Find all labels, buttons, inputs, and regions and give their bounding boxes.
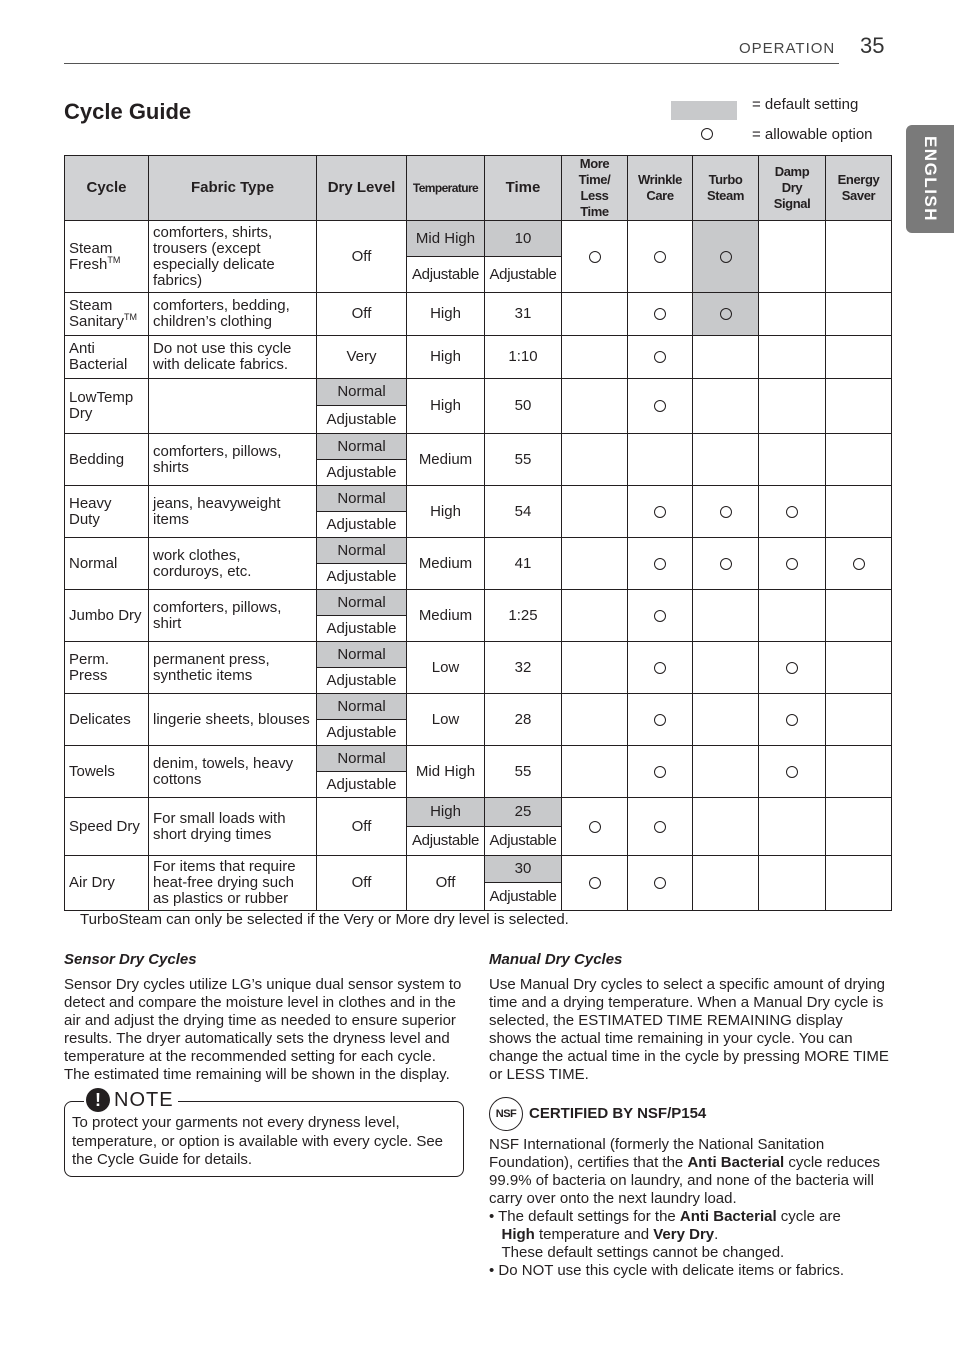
exclamation-icon: ! [86, 1088, 110, 1112]
temperature-cell: Off [407, 856, 485, 911]
dry-level-cell: Very [317, 336, 407, 379]
more-time-cell [562, 538, 628, 590]
allowable-option-icon [654, 351, 666, 363]
temperature-cell: Medium [407, 590, 485, 642]
turbo-steam-cell [693, 379, 759, 434]
energy-saver-cell [826, 379, 892, 434]
time-cell: 1:10 [485, 336, 562, 379]
col-header-energy-saver: Energy Saver [826, 156, 892, 221]
wrinkle-care-cell [628, 379, 693, 434]
dry-level-alt-cell: Adjustable [317, 668, 407, 694]
wrinkle-care-cell [628, 590, 693, 642]
allowable-option-icon [654, 766, 666, 778]
cycle-guide-table [64, 155, 892, 911]
time-default-cell: 10 [485, 221, 562, 257]
sensor-dry-heading: Sensor Dry Cycles [64, 951, 197, 968]
nsf-section [489, 1136, 889, 1280]
allowable-option-icon [654, 400, 666, 412]
temperature-cell: Medium [407, 434, 485, 486]
allowable-option-icon [654, 308, 666, 320]
table-row [65, 538, 892, 564]
allowable-option-icon [654, 506, 666, 518]
table-row [65, 434, 892, 460]
temperature-cell: Low [407, 642, 485, 694]
fabric-cell: comforters, pillows, shirt [149, 590, 317, 642]
turbo-steam-cell [693, 538, 759, 590]
turbo-steam-cell [693, 746, 759, 798]
page-title: Cycle Guide [64, 99, 192, 124]
language-tab [906, 125, 954, 233]
damp-dry-cell [759, 434, 826, 486]
allowable-option-icon [720, 308, 732, 320]
sensor-dry-body: Sensor Dry cycles utilize LG’s unique dual sensor system to detect and compare the moisture level in clothes and in the air and adjust the drying time as needed to ensure superior results. The dryer automatically sets the dryness level and temperature at the recommended setting for each cycle. The estimated time remaining will be shown in the display. [64, 976, 462, 1083]
temperature-alt-cell: Adjustable [407, 827, 485, 856]
turbo-steam-cell [693, 293, 759, 336]
energy-saver-cell [826, 694, 892, 746]
dry-level-alt-cell: Adjustable [317, 512, 407, 538]
energy-saver-cell [826, 798, 892, 856]
section-name: OPERATION [739, 40, 836, 57]
wrinkle-care-cell [628, 486, 693, 538]
table-row [65, 856, 892, 883]
page-number: 35 [860, 33, 885, 58]
temperature-cell: High [407, 293, 485, 336]
wrinkle-care-cell [628, 856, 693, 911]
damp-dry-cell [759, 538, 826, 590]
allowable-option-icon [853, 558, 865, 570]
more-time-cell [562, 746, 628, 798]
turbo-steam-cell [693, 694, 759, 746]
time-alt-cell: Adjustable [485, 883, 562, 911]
wrinkle-care-cell [628, 434, 693, 486]
temperature-cell: Medium [407, 538, 485, 590]
col-header-wrinkle-care: Wrinkle Care [628, 156, 693, 221]
time-cell: 50 [485, 379, 562, 434]
fabric-cell: work clothes, corduroys, etc. [149, 538, 317, 590]
fabric-cell: comforters, pillows, shirts [149, 434, 317, 486]
more-time-cell [562, 221, 628, 293]
time-alt-cell: Adjustable [485, 257, 562, 293]
sensor-dry-section [64, 951, 464, 1084]
table-row [65, 590, 892, 616]
time-default-cell: 25 [485, 798, 562, 827]
wrinkle-care-cell [628, 293, 693, 336]
damp-dry-cell [759, 293, 826, 336]
fabric-cell: comforters, bedding, children’s clothing [149, 293, 317, 336]
dry-level-cell: Off [317, 221, 407, 293]
note-label [84, 1088, 178, 1112]
legend-allowable-label: = allowable option [752, 126, 873, 143]
cycle-cell: Jumbo Dry [65, 590, 149, 642]
turbo-steam-cell [693, 336, 759, 379]
table-row [65, 798, 892, 827]
turbo-steam-cell [693, 856, 759, 911]
more-time-cell [562, 798, 628, 856]
cycle-cell: LowTemp Dry [65, 379, 149, 434]
table-row [65, 336, 892, 379]
col-header-time: Time [485, 156, 562, 221]
energy-saver-cell [826, 590, 892, 642]
energy-saver-cell [826, 486, 892, 538]
cycle-cell: Steam Fresh™ [65, 221, 149, 293]
fabric-cell: denim, towels, heavy cottons [149, 746, 317, 798]
manual-dry-body: Use Manual Dry cycles to select a specific amount of drying time and a drying temperature. When a Manual Dry cycle is selected, the ESTIMATED TIME REMAINING display shows the actual time remaining in your cycle. You can change the actual time in the cycle by pressing MORE TIME or LESS TIME. [489, 976, 889, 1083]
cycle-cell: Steam Sanitary™ [65, 293, 149, 336]
allowable-option-icon [786, 714, 798, 726]
dry-level-default-cell: Normal [317, 590, 407, 616]
more-time-cell [562, 694, 628, 746]
time-alt-cell: Adjustable [485, 827, 562, 856]
more-time-cell [562, 486, 628, 538]
dry-level-default-cell: Normal [317, 379, 407, 406]
manual-dry-heading: Manual Dry Cycles [489, 951, 623, 968]
dry-level-default-cell: Normal [317, 642, 407, 668]
note-title: NOTE [114, 1088, 174, 1111]
allowable-option-icon [786, 662, 798, 674]
more-time-cell [562, 590, 628, 642]
energy-saver-cell [826, 538, 892, 590]
fabric-cell: permanent press, synthetic items [149, 642, 317, 694]
damp-dry-cell [759, 221, 826, 293]
dry-level-alt-cell: Adjustable [317, 616, 407, 642]
allowable-option-icon [654, 610, 666, 622]
turbosteam-footnote: TurboSteam can only be selected if the Very or More dry level is selected. [80, 911, 569, 928]
fabric-cell: lingerie sheets, blouses [149, 694, 317, 746]
temperature-cell: High [407, 336, 485, 379]
more-time-cell [562, 379, 628, 434]
allowable-option-icon [654, 662, 666, 674]
table-header-row [65, 156, 892, 221]
fabric-cell [149, 379, 317, 434]
note-text: To protect your garments not every dryness level, temperature, or option is available with every cycle. See the Cycle Guide for details. [72, 1114, 444, 1168]
damp-dry-cell [759, 336, 826, 379]
allowable-option-icon [654, 877, 666, 889]
allowable-option-icon [720, 506, 732, 518]
dry-level-default-cell: Normal [317, 694, 407, 720]
dry-level-default-cell: Normal [317, 746, 407, 772]
time-cell: 41 [485, 538, 562, 590]
nsf-bullet-warning: • Do NOT use this cycle with delicate items or fabrics. [489, 1262, 845, 1279]
fabric-cell: comforters, shirts, trousers (except especially delicate fabrics) [149, 221, 317, 293]
damp-dry-cell [759, 746, 826, 798]
table-row [65, 379, 892, 406]
damp-dry-cell [759, 590, 826, 642]
energy-saver-cell [826, 746, 892, 798]
temperature-alt-cell: Adjustable [407, 257, 485, 293]
dry-level-default-cell: Normal [317, 434, 407, 460]
time-cell: 54 [485, 486, 562, 538]
more-time-cell [562, 293, 628, 336]
table-row [65, 486, 892, 512]
damp-dry-cell [759, 379, 826, 434]
table-row [65, 293, 892, 336]
table-row [65, 746, 892, 772]
damp-dry-cell [759, 486, 826, 538]
nsf-logo-icon: NSF [489, 1097, 523, 1131]
allowable-option-icon [654, 714, 666, 726]
time-cell: 1:25 [485, 590, 562, 642]
header-rule [64, 63, 839, 64]
col-header-turbo-steam: Turbo Steam [693, 156, 759, 221]
table-row [65, 221, 892, 257]
dry-level-alt-cell: Adjustable [317, 460, 407, 486]
time-cell: 32 [485, 642, 562, 694]
energy-saver-cell [826, 221, 892, 293]
col-header-damp-dry: Damp Dry Signal [759, 156, 826, 221]
damp-dry-cell [759, 856, 826, 911]
cycle-cell: Perm. Press [65, 642, 149, 694]
fabric-cell: Do not use this cycle with delicate fabrics. [149, 336, 317, 379]
wrinkle-care-cell [628, 798, 693, 856]
turbo-steam-cell [693, 486, 759, 538]
temperature-default-cell: Mid High [407, 221, 485, 257]
more-time-cell [562, 642, 628, 694]
energy-saver-cell [826, 642, 892, 694]
fabric-cell: For items that require heat-free drying such as plastics or rubber [149, 856, 317, 911]
allowable-option-icon [654, 558, 666, 570]
table-row [65, 642, 892, 668]
time-cell: 55 [485, 746, 562, 798]
dry-level-default-cell: Normal [317, 538, 407, 564]
nsf-paragraph: NSF International (formerly the National Sanitation Foundation), certifies that the Anti Bacterial cycle reduces 99.9% of bacteria on laundry, and none of the bacteria will carry over onto the next laundry load. [489, 1136, 881, 1207]
col-header-fabric: Fabric Type [149, 156, 317, 221]
temperature-default-cell: High [407, 798, 485, 827]
col-header-dry-level: Dry Level [317, 156, 407, 221]
damp-dry-cell [759, 798, 826, 856]
table-row [65, 694, 892, 720]
damp-dry-cell [759, 694, 826, 746]
temperature-cell: High [407, 379, 485, 434]
turbo-steam-cell [693, 798, 759, 856]
temperature-cell: Low [407, 694, 485, 746]
wrinkle-care-cell [628, 538, 693, 590]
dry-level-alt-cell: Adjustable [317, 772, 407, 798]
dry-level-cell: Off [317, 856, 407, 911]
nsf-certified-title: CERTIFIED BY NSF/P154 [529, 1105, 707, 1122]
allowable-option-icon [786, 766, 798, 778]
wrinkle-care-cell [628, 221, 693, 293]
fabric-cell: jeans, heavyweight items [149, 486, 317, 538]
damp-dry-cell [759, 642, 826, 694]
time-cell: 55 [485, 434, 562, 486]
fabric-cell: For small loads with short drying times [149, 798, 317, 856]
dry-level-alt-cell: Adjustable [317, 406, 407, 434]
more-time-cell [562, 856, 628, 911]
default-setting-swatch [671, 101, 737, 120]
nsf-bullet-defaults: • The default settings for the Anti Bacterial cycle are High temperature and Very Dry. These default settings cannot be changed. [489, 1208, 841, 1261]
allowable-option-icon [589, 821, 601, 833]
turbo-steam-cell [693, 642, 759, 694]
language-tab-label: ENGLISH [921, 135, 940, 223]
more-time-cell [562, 336, 628, 379]
energy-saver-cell [826, 293, 892, 336]
energy-saver-cell [826, 856, 892, 911]
more-time-cell [562, 434, 628, 486]
temperature-cell: Mid High [407, 746, 485, 798]
dry-level-alt-cell: Adjustable [317, 564, 407, 590]
wrinkle-care-cell [628, 336, 693, 379]
cycle-cell: Bedding [65, 434, 149, 486]
legend-default-label: = default setting [752, 96, 859, 113]
col-header-more-time: More Time/ Less Time [562, 156, 628, 221]
allowable-option-icon [654, 251, 666, 263]
cycle-cell: Air Dry [65, 856, 149, 911]
allowable-option-icon [786, 506, 798, 518]
dry-level-default-cell: Normal [317, 486, 407, 512]
allowable-option-icon [720, 558, 732, 570]
cycle-cell: Delicates [65, 694, 149, 746]
allowable-option-circle-icon [701, 128, 713, 140]
cycle-cell: Speed Dry [65, 798, 149, 856]
turbo-steam-cell [693, 590, 759, 642]
time-cell: 28 [485, 694, 562, 746]
dry-level-cell: Off [317, 293, 407, 336]
dry-level-cell: Off [317, 798, 407, 856]
allowable-option-icon [589, 877, 601, 889]
col-header-cycle: Cycle [65, 156, 149, 221]
energy-saver-cell [826, 336, 892, 379]
turbo-steam-cell [693, 434, 759, 486]
cycle-cell: Normal [65, 538, 149, 590]
cycle-cell: Heavy Duty [65, 486, 149, 538]
cycle-cell: Anti Bacterial [65, 336, 149, 379]
allowable-option-icon [654, 821, 666, 833]
allowable-option-icon [589, 251, 601, 263]
time-cell: 31 [485, 293, 562, 336]
wrinkle-care-cell [628, 694, 693, 746]
col-header-temperature: Temperature [407, 156, 485, 221]
wrinkle-care-cell [628, 746, 693, 798]
manual-dry-section [489, 951, 889, 1084]
allowable-option-icon [720, 251, 732, 263]
wrinkle-care-cell [628, 642, 693, 694]
cycle-cell: Towels [65, 746, 149, 798]
time-default-cell: 30 [485, 856, 562, 883]
dry-level-alt-cell: Adjustable [317, 720, 407, 746]
allowable-option-icon [786, 558, 798, 570]
turbo-steam-cell [693, 221, 759, 293]
temperature-cell: High [407, 486, 485, 538]
energy-saver-cell [826, 434, 892, 486]
